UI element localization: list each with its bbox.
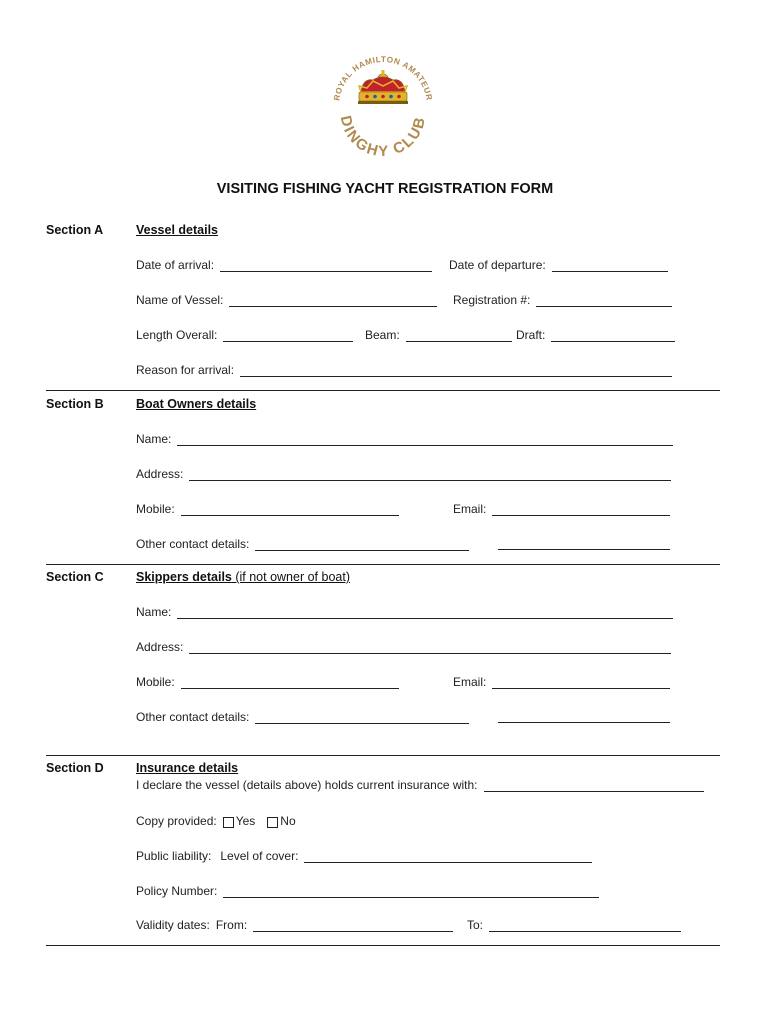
- section-d-heading: Insurance details: [136, 761, 239, 775]
- draft-label: Draft:: [516, 328, 546, 342]
- vessel-name-label: Name of Vessel:: [136, 293, 224, 307]
- skipper-other-contact-field[interactable]: [136, 710, 469, 724]
- yes-label: Yes: [235, 814, 256, 828]
- skipper-mobile-field[interactable]: [136, 675, 399, 689]
- owner-address-line[interactable]: [189, 470, 671, 481]
- date-of-departure-line[interactable]: [552, 261, 668, 272]
- owner-email-field[interactable]: [453, 502, 670, 516]
- skipper-email-line[interactable]: [492, 678, 670, 689]
- owner-address-label: Address:: [136, 467, 184, 481]
- owner-name-line[interactable]: [177, 435, 673, 446]
- owner-name-label: Name:: [136, 432, 172, 446]
- section-divider: [46, 390, 720, 391]
- section-b-heading: Boat Owners details: [136, 397, 257, 411]
- logo-bottom-text: DINGHY CLUB: [336, 114, 430, 158]
- copy-provided-label: Copy provided:: [136, 814, 217, 828]
- no-label: No: [280, 814, 296, 828]
- registration-line[interactable]: [536, 296, 672, 307]
- draft-line[interactable]: [551, 331, 675, 342]
- vessel-name-line[interactable]: [229, 296, 437, 307]
- section-d-label: Section D: [46, 761, 104, 775]
- section-divider: [46, 564, 720, 565]
- owner-mobile-field[interactable]: [136, 502, 399, 516]
- club-logo: [325, 48, 441, 158]
- section-a-heading: Vessel details: [136, 223, 219, 237]
- beam-field[interactable]: [365, 328, 512, 342]
- skipper-name-line[interactable]: [177, 608, 673, 619]
- policy-number-line[interactable]: [223, 887, 599, 898]
- insurance-provider-line[interactable]: [484, 781, 704, 792]
- owner-email-line[interactable]: [492, 505, 670, 516]
- reason-for-arrival-line[interactable]: [240, 366, 672, 377]
- crown-icon: [358, 70, 408, 104]
- skipper-other-contact-label: Other contact details:: [136, 710, 250, 724]
- beam-label: Beam:: [365, 328, 400, 342]
- registration-label: Registration #:: [453, 293, 531, 307]
- beam-line[interactable]: [406, 331, 512, 342]
- skipper-mobile-line[interactable]: [181, 678, 399, 689]
- owner-other-contact-line-2[interactable]: [498, 537, 670, 550]
- insurance-provider-field[interactable]: [136, 778, 704, 792]
- owner-mobile-label: Mobile:: [136, 502, 175, 516]
- public-liability-label: Public liability:: [136, 849, 212, 863]
- skipper-address-label: Address:: [136, 640, 184, 654]
- owner-other-contact-label: Other contact details:: [136, 537, 250, 551]
- section-divider: [46, 755, 720, 756]
- validity-dates-label: Validity dates:: [136, 918, 210, 932]
- skipper-other-contact-line-2[interactable]: [498, 710, 670, 723]
- copy-provided-row: [136, 814, 296, 828]
- skipper-name-label: Name:: [136, 605, 172, 619]
- date-of-arrival-label: Date of arrival:: [136, 258, 215, 272]
- skipper-mobile-label: Mobile:: [136, 675, 175, 689]
- owner-mobile-line[interactable]: [181, 505, 399, 516]
- insurance-declaration-label: I declare the vessel (details above) holds current insurance with:: [136, 778, 478, 792]
- validity-to-line[interactable]: [489, 921, 681, 932]
- owner-other-contact-line[interactable]: [255, 540, 469, 551]
- validity-from-label: From:: [215, 918, 248, 932]
- owner-address-field[interactable]: [136, 467, 671, 481]
- section-a-label: Section A: [46, 223, 104, 237]
- level-of-cover-line[interactable]: [304, 852, 592, 863]
- owner-other-contact-field[interactable]: [136, 537, 469, 551]
- skipper-email-label: Email:: [453, 675, 487, 689]
- yes-checkbox[interactable]: [223, 817, 234, 828]
- policy-number-label: Policy Number:: [136, 884, 218, 898]
- date-of-arrival-field[interactable]: [136, 258, 432, 272]
- validity-to-field[interactable]: [467, 918, 681, 932]
- validity-dates-field[interactable]: [136, 918, 453, 932]
- no-checkbox[interactable]: [267, 817, 278, 828]
- section-c-heading: Skippers details: [136, 570, 232, 584]
- date-of-departure-label: Date of departure:: [449, 258, 546, 272]
- skipper-email-field[interactable]: [453, 675, 670, 689]
- validity-from-line[interactable]: [253, 921, 453, 932]
- draft-field[interactable]: [516, 328, 675, 342]
- reason-for-arrival-label: Reason for arrival:: [136, 363, 235, 377]
- form-title: VISITING FISHING YACHT REGISTRATION FORM: [216, 181, 554, 197]
- public-liability-field[interactable]: [136, 849, 592, 863]
- section-divider: [46, 945, 720, 946]
- length-overall-line[interactable]: [223, 331, 353, 342]
- level-of-cover-label: Level of cover:: [220, 849, 299, 863]
- section-c-heading-wrap: [136, 570, 350, 584]
- registration-field[interactable]: [453, 293, 672, 307]
- vessel-name-field[interactable]: [136, 293, 437, 307]
- validity-to-label: To:: [467, 918, 484, 932]
- reason-for-arrival-field[interactable]: [136, 363, 672, 377]
- skipper-other-contact-line[interactable]: [255, 713, 469, 724]
- policy-number-field[interactable]: [136, 884, 599, 898]
- length-overall-label: Length Overall:: [136, 328, 218, 342]
- skipper-name-field[interactable]: [136, 605, 673, 619]
- logo-arc-text: ROYAL HAMILTON AMATEUR: [332, 54, 434, 102]
- skipper-address-line[interactable]: [189, 643, 671, 654]
- section-c-heading-note: (if not owner of boat): [231, 570, 350, 584]
- skipper-address-field[interactable]: [136, 640, 671, 654]
- date-of-arrival-line[interactable]: [220, 261, 432, 272]
- length-overall-field[interactable]: [136, 328, 353, 342]
- owner-email-label: Email:: [453, 502, 487, 516]
- owner-name-field[interactable]: [136, 432, 673, 446]
- section-b-label: Section B: [46, 397, 104, 411]
- date-of-departure-field[interactable]: [449, 258, 668, 272]
- section-c-label: Section C: [46, 570, 104, 584]
